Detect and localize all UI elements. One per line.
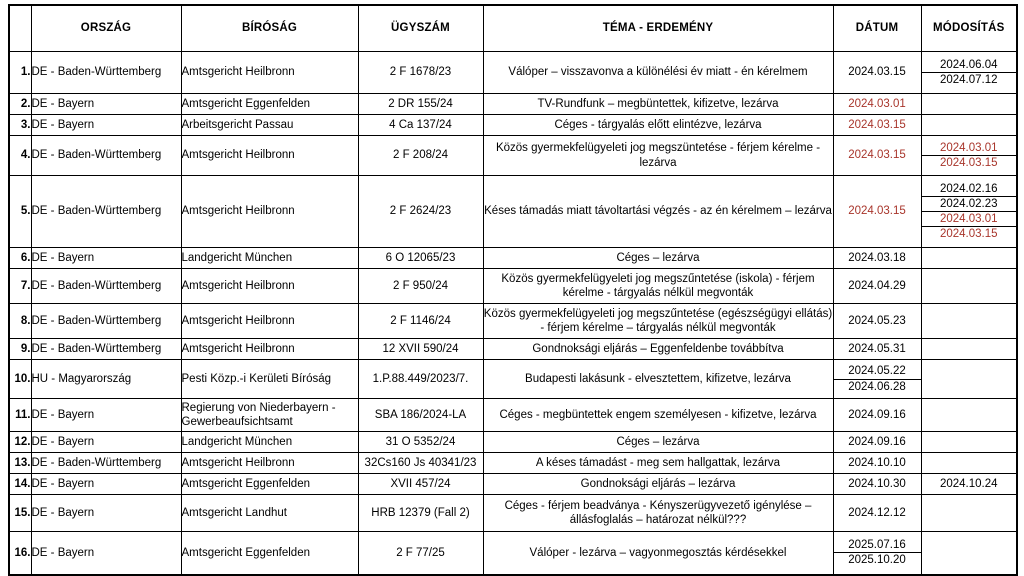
cell-topic-result[interactable]: Közös gyermekfelügyeleti jog megszüntetése - férjem kérelme - lezárva: [483, 136, 833, 176]
table-row[interactable]: [9, 532, 1017, 575]
cell-modification[interactable]: [921, 269, 1017, 304]
cell-modification-stack: [922, 182, 1017, 241]
cell-country[interactable]: DE - Bayern: [31, 115, 181, 136]
cell-row-number[interactable]: 8.: [9, 304, 31, 339]
table-row[interactable]: [9, 432, 1017, 453]
cell-modification-stack: [922, 141, 1017, 170]
table-row[interactable]: [9, 115, 1017, 136]
cell-date[interactable]: [833, 176, 921, 248]
cell-date[interactable]: [833, 304, 921, 339]
cell-date-value: 2024.04.29: [848, 279, 906, 292]
cell-court[interactable]: Amtsgericht Heilbronn: [181, 176, 358, 248]
cell-case-number[interactable]: 4 Ca 137/24: [358, 115, 483, 136]
cell-court[interactable]: Arbeitsgericht Passau: [181, 115, 358, 136]
cell-row-number[interactable]: 5.: [9, 176, 31, 248]
cell-court[interactable]: Amtsgericht Heilbronn: [181, 52, 358, 94]
cell-date[interactable]: [833, 399, 921, 432]
cell-row-number[interactable]: 3.: [9, 115, 31, 136]
cell-topic-result[interactable]: Budapesti lakásunk - elvesztettem, kifizetve, lezárva: [483, 360, 833, 399]
cell-topic-result[interactable]: TV-Rundfunk – megbüntettek, kifizetve, lezárva: [483, 94, 833, 115]
table-row[interactable]: [9, 453, 1017, 474]
cell-country[interactable]: DE - Bayern: [31, 474, 181, 495]
cell-court[interactable]: Amtsgericht Heilbronn: [181, 339, 358, 360]
cell-country[interactable]: DE - Baden-Württemberg: [31, 52, 181, 94]
cell-topic-result[interactable]: Céges - megbüntettek engem személyesen - kifizetve, lezárva: [483, 399, 833, 432]
table-row[interactable]: [9, 304, 1017, 339]
cell-row-number[interactable]: 4.: [9, 136, 31, 176]
cell-date-stack: [834, 364, 921, 393]
cell-modification[interactable]: [921, 399, 1017, 432]
cell-date-value: 2024.03.15: [848, 205, 906, 218]
cell-date-value: 2024.10.10: [848, 456, 906, 469]
cell-modification[interactable]: [921, 176, 1017, 248]
cell-case-number[interactable]: 2 F 1678/23: [358, 52, 483, 94]
cell-modification[interactable]: [921, 453, 1017, 474]
case-table: [8, 4, 1018, 576]
cell-country[interactable]: DE - Bayern: [31, 532, 181, 575]
cell-date[interactable]: [833, 474, 921, 495]
cell-topic-result[interactable]: Gondnoksági eljárás – lezárva: [483, 474, 833, 495]
cell-modification[interactable]: [921, 474, 1017, 495]
cell-case-number[interactable]: 31 O 5352/24: [358, 432, 483, 453]
cell-row-number[interactable]: 15.: [9, 495, 31, 532]
cell-case-number[interactable]: 32Cs160 Js 40341/23: [358, 453, 483, 474]
cell-modification-value[interactable]: 2024.03.15: [922, 156, 1017, 171]
cell-modification-value[interactable]: 2024.02.23: [922, 196, 1017, 211]
cell-court[interactable]: Amtsgericht Heilbronn: [181, 269, 358, 304]
cell-date-value: 2024.03.15: [848, 118, 906, 131]
cell-modification-value[interactable]: 2024.03.01: [922, 212, 1017, 227]
cell-case-number[interactable]: 2 DR 155/24: [358, 94, 483, 115]
cell-modification-value[interactable]: 2024.07.12: [922, 73, 1017, 88]
cell-topic-result[interactable]: Céges - tárgyalás előtt elintézve, lezárva: [483, 115, 833, 136]
cell-topic-result[interactable]: Céges - férjem beadványa - Kényszerügyvezető igénylése – állásfoglalás – határozat nélkül???: [483, 495, 833, 532]
cell-court[interactable]: Landgericht München: [181, 432, 358, 453]
cell-row-number[interactable]: 10.: [9, 360, 31, 399]
header-date: DÁTUM: [833, 5, 921, 52]
header-modification: MÓDOSÍTÁS: [921, 5, 1017, 52]
cell-modification-value[interactable]: 2024.06.04: [922, 58, 1017, 73]
table-row[interactable]: [9, 360, 1017, 399]
cell-modification-value[interactable]: 2024.02.16: [922, 182, 1017, 197]
cell-court[interactable]: Amtsgericht Eggenfelden: [181, 94, 358, 115]
table-row[interactable]: [9, 248, 1017, 269]
cell-court[interactable]: Pesti Közp.-i Kerületi Bíróság: [181, 360, 358, 399]
header-topic-result: TÉMA - ERDEMÉNY: [483, 5, 833, 52]
table-row[interactable]: [9, 339, 1017, 360]
cell-modification[interactable]: [921, 304, 1017, 339]
cell-country[interactable]: DE - Baden-Württemberg: [31, 304, 181, 339]
cell-modification[interactable]: [921, 532, 1017, 575]
cell-date-value: 2024.05.23: [848, 314, 906, 327]
cell-row-number[interactable]: 6.: [9, 248, 31, 269]
cell-topic-result[interactable]: Késes támadás miatt távoltartási végzés - az én kérelmem – lezárva: [483, 176, 833, 248]
table-row[interactable]: [9, 269, 1017, 304]
cell-row-number[interactable]: 12.: [9, 432, 31, 453]
cell-court[interactable]: Amtsgericht Heilbronn: [181, 136, 358, 176]
cell-date[interactable]: [833, 453, 921, 474]
cell-country[interactable]: DE - Bayern: [31, 432, 181, 453]
cell-case-number[interactable]: 12 XVII 590/24: [358, 339, 483, 360]
cell-topic-result[interactable]: Közös gyermekfelügyeleti jog megszűntetése (egészségügyi ellátás) - férjem kérelme – tárgyalás nélkül megvonták: [483, 304, 833, 339]
cell-date-value[interactable]: 2025.10.20: [834, 553, 921, 568]
cell-court[interactable]: Landgericht München: [181, 248, 358, 269]
cell-date[interactable]: [833, 248, 921, 269]
cell-case-number[interactable]: 2 F 208/24: [358, 136, 483, 176]
table-row[interactable]: [9, 474, 1017, 495]
cell-country[interactable]: DE - Baden-Württemberg: [31, 176, 181, 248]
cell-date[interactable]: [833, 115, 921, 136]
cell-date[interactable]: [833, 360, 921, 399]
cell-case-number[interactable]: 2 F 950/24: [358, 269, 483, 304]
cell-topic-result[interactable]: Céges – lezárva: [483, 432, 833, 453]
cell-date-value: 2024.12.12: [848, 506, 906, 519]
cell-date-value: 2024.09.16: [848, 408, 906, 421]
cell-modification[interactable]: [921, 136, 1017, 176]
cell-date[interactable]: [833, 339, 921, 360]
cell-topic-result[interactable]: Céges – lezárva: [483, 248, 833, 269]
cell-date[interactable]: [833, 495, 921, 532]
cell-topic-result[interactable]: A késes támadást - meg sem hallgattak, lezárva: [483, 453, 833, 474]
table-row[interactable]: [9, 399, 1017, 432]
table-row[interactable]: [9, 94, 1017, 115]
cell-country[interactable]: DE - Bayern: [31, 94, 181, 115]
cell-modification-value: 2024.10.24: [939, 477, 998, 490]
cell-date-value[interactable]: 2025.07.16: [834, 538, 921, 553]
cell-case-number[interactable]: 2 F 77/25: [358, 532, 483, 575]
header-country: ORSZÁG: [31, 5, 181, 52]
table-body: [9, 52, 1017, 575]
cell-row-number[interactable]: 11.: [9, 399, 31, 432]
cell-case-number[interactable]: 1.P.88.449/2023/7.: [358, 360, 483, 399]
header-rownum: [9, 5, 31, 52]
cell-court[interactable]: Amtsgericht Heilbronn: [181, 304, 358, 339]
cell-date[interactable]: [833, 432, 921, 453]
cell-date[interactable]: [833, 94, 921, 115]
cell-row-number[interactable]: 2.: [9, 94, 31, 115]
cell-case-number[interactable]: SBA 186/2024-LA: [358, 399, 483, 432]
cell-court[interactable]: Amtsgericht Eggenfelden: [181, 474, 358, 495]
cell-topic-result[interactable]: Válóper – visszavonva a különélési év miatt - én kérelmem: [483, 52, 833, 94]
cell-modification-stack: [922, 58, 1017, 87]
cell-case-number[interactable]: 2 F 1146/24: [358, 304, 483, 339]
cell-country[interactable]: DE - Baden-Württemberg: [31, 453, 181, 474]
header-court: BÍRÓSÁG: [181, 5, 358, 52]
cell-country[interactable]: DE - Bayern: [31, 399, 181, 432]
cell-modification[interactable]: [921, 495, 1017, 532]
header-case-number: ÜGYSZÁM: [358, 5, 483, 52]
cell-date-value: 2024.03.01: [848, 97, 906, 110]
table-row[interactable]: [9, 176, 1017, 248]
cell-case-number[interactable]: 2 F 2624/23: [358, 176, 483, 248]
header-row: [9, 5, 1017, 52]
cell-date-value[interactable]: 2024.06.28: [834, 379, 921, 394]
cell-row-number[interactable]: 13.: [9, 453, 31, 474]
cell-date-value: 2024.03.18: [848, 251, 906, 264]
cell-modification-value[interactable]: 2024.03.01: [922, 141, 1017, 156]
cell-modification[interactable]: [921, 432, 1017, 453]
cell-topic-result[interactable]: Gondnoksági eljárás – Eggenfeldenbe továbbítva: [483, 339, 833, 360]
cell-court[interactable]: Regierung von Niederbayern - Gewerbeaufsichtsamt: [181, 399, 358, 432]
cell-date-value: 2024.05.31: [848, 342, 906, 355]
cell-row-number[interactable]: 14.: [9, 474, 31, 495]
cell-modification[interactable]: [921, 94, 1017, 115]
cell-country[interactable]: DE - Bayern: [31, 248, 181, 269]
cell-date-value: 2024.09.16: [848, 435, 906, 448]
cell-topic-result[interactable]: Válóper - lezárva – vagyonmegosztás kérdésekkel: [483, 532, 833, 575]
cell-date-value: 2024.03.15: [848, 66, 906, 79]
cell-date-value: 2024.03.15: [848, 149, 906, 162]
cell-date[interactable]: [833, 52, 921, 94]
cell-country[interactable]: DE - Baden-Württemberg: [31, 269, 181, 304]
cell-modification[interactable]: [921, 360, 1017, 399]
table-row[interactable]: [9, 495, 1017, 532]
cell-topic-result[interactable]: Közös gyermekfelügyeleti jog megszűntetése (iskola) - férjem kérelme - tárgyalás nélkül megvonták: [483, 269, 833, 304]
cell-modification-value[interactable]: 2024.03.15: [922, 227, 1017, 242]
cell-country[interactable]: DE - Baden-Württemberg: [31, 136, 181, 176]
cell-date-stack: [834, 538, 921, 567]
cell-country[interactable]: DE - Bayern: [31, 495, 181, 532]
cell-row-number[interactable]: 1.: [9, 52, 31, 94]
cell-country[interactable]: HU - Magyarország: [31, 360, 181, 399]
cell-row-number[interactable]: 9.: [9, 339, 31, 360]
cell-modification[interactable]: [921, 248, 1017, 269]
cell-date[interactable]: [833, 269, 921, 304]
cell-date[interactable]: [833, 532, 921, 575]
cell-date[interactable]: [833, 136, 921, 176]
cell-case-number[interactable]: 6 O 12065/23: [358, 248, 483, 269]
cell-case-number[interactable]: XVII 457/24: [358, 474, 483, 495]
cell-country[interactable]: DE - Baden-Württemberg: [31, 339, 181, 360]
cell-row-number[interactable]: 7.: [9, 269, 31, 304]
cell-modification[interactable]: [921, 115, 1017, 136]
cell-date-value: 2024.10.30: [848, 477, 906, 490]
cell-row-number[interactable]: 16.: [9, 532, 31, 575]
cell-court[interactable]: Amtsgericht Eggenfelden: [181, 532, 358, 575]
table-row[interactable]: [9, 52, 1017, 94]
cell-date-value[interactable]: 2024.05.22: [834, 364, 921, 379]
table-header: [9, 5, 1017, 52]
cell-modification[interactable]: [921, 52, 1017, 94]
cell-case-number[interactable]: HRB 12379 (Fall 2): [358, 495, 483, 532]
table-row[interactable]: [9, 136, 1017, 176]
cell-court[interactable]: Amtsgericht Heilbronn: [181, 453, 358, 474]
cell-court[interactable]: Amtsgericht Landhut: [181, 495, 358, 532]
cell-modification[interactable]: [921, 339, 1017, 360]
